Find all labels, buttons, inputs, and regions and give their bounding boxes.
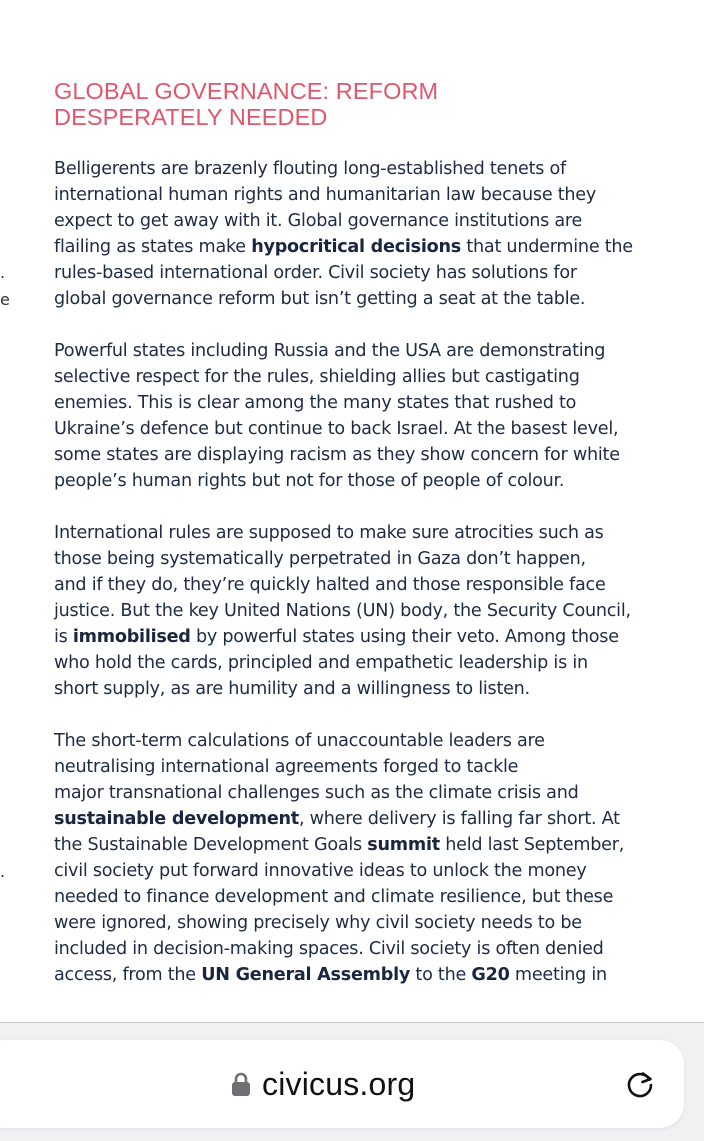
text-run: by powerful states using their veto. Among those: [190, 627, 619, 647]
text-line: [54, 156, 694, 182]
text-run: selective respect for the rules, shielding allies but castigating: [54, 367, 580, 387]
text-run: and if they do, they’re quickly halted and those responsible face: [54, 575, 606, 595]
text-line: [54, 910, 694, 936]
text-run: rules-based international order. Civil society has solutions for: [54, 263, 577, 283]
text-line: [54, 728, 694, 754]
text-run: those being systematically perpetrated in Gaza don’t happen,: [54, 549, 586, 569]
text-run: Ukraine’s defence but continue to back Israel. At the basest level,: [54, 419, 619, 439]
text-line: [54, 286, 694, 312]
edge-fragment: .: [0, 862, 6, 881]
text-line: [54, 624, 694, 650]
text-line: [54, 546, 694, 572]
text-line: [54, 416, 694, 442]
text-run: neutralising international agreements forged to tackle: [54, 757, 519, 777]
bold-link-text[interactable]: summit: [367, 835, 440, 855]
paragraph: [54, 156, 694, 312]
text-run: expect to get away with it. Global governance institutions are: [54, 211, 583, 231]
bold-link-text[interactable]: G20: [471, 965, 510, 985]
text-run: The short-term calculations of unaccountable leaders are: [54, 731, 545, 751]
heading-line: GLOBAL GOVERNANCE: REFORM: [54, 78, 439, 104]
text-run: the Sustainable Development Goals: [54, 835, 368, 855]
edge-fragment: e: [0, 290, 10, 309]
text-line: [54, 182, 694, 208]
article-body: [54, 156, 694, 988]
text-line: [54, 832, 694, 858]
text-run: is: [54, 627, 73, 647]
text-line: [54, 676, 694, 702]
text-run: access, from the: [54, 965, 202, 985]
address-display[interactable]: [230, 1062, 415, 1106]
bold-link-text[interactable]: sustainable development: [54, 809, 299, 829]
text-run: enemies. This is clear among the many states that rushed to: [54, 393, 577, 413]
text-line: [54, 754, 694, 780]
paragraph: [54, 728, 694, 988]
text-line: [54, 520, 694, 546]
section-heading: [54, 78, 694, 130]
text-run: people’s human rights but not for those of people of colour.: [54, 471, 565, 491]
edge-fragment: .: [0, 263, 6, 282]
text-line: [54, 442, 694, 468]
text-line: [54, 208, 694, 234]
text-run: who hold the cards, principled and empathetic leadership is in: [54, 653, 588, 673]
url-text: civicus.org: [262, 1065, 416, 1102]
paragraph: [54, 338, 694, 494]
text-run: some states are displaying racism as they show concern for white: [54, 445, 620, 465]
text-line: [54, 598, 694, 624]
text-run: civil society put forward innovative ideas to unlock the money: [54, 861, 587, 881]
text-run: included in decision-making spaces. Civil society is often denied: [54, 939, 604, 959]
text-run: flailing as states make: [54, 237, 252, 257]
bold-link-text[interactable]: UN General Assembly: [201, 965, 411, 985]
text-run: International rules are supposed to make sure atrocities such as: [54, 523, 604, 543]
lock-icon: [230, 1071, 252, 1097]
text-run: meeting in: [509, 965, 607, 985]
text-run: to the: [410, 965, 472, 985]
text-line: [54, 780, 694, 806]
text-line: [54, 260, 694, 286]
text-run: global governance reform but isn’t getting a seat at the table.: [54, 289, 586, 309]
text-line: [54, 858, 694, 884]
text-run: justice. But the key United Nations (UN) body, the Security Council,: [54, 601, 631, 621]
text-line: [54, 806, 694, 832]
heading-line: DESPERATELY NEEDED: [54, 104, 328, 130]
article: [54, 78, 694, 1014]
bold-link-text[interactable]: immobilised: [72, 627, 191, 647]
text-line: [54, 364, 694, 390]
text-run: Powerful states including Russia and the USA are demonstrating: [54, 341, 606, 361]
bold-link-text[interactable]: hypocritical decisions: [251, 237, 462, 257]
text-line: [54, 468, 694, 494]
text-line: [54, 234, 694, 260]
text-run: , where delivery is falling far short. At: [298, 809, 620, 829]
text-line: [54, 650, 694, 676]
paragraph: [54, 520, 694, 702]
text-run: were ignored, showing precisely why civil society needs to be: [54, 913, 582, 933]
text-run: major transnational challenges such as the climate crisis and: [54, 783, 579, 803]
text-line: [54, 572, 694, 598]
text-line: [54, 936, 694, 962]
text-run: international human rights and humanitarian law because they: [54, 185, 597, 205]
text-run: held last September,: [439, 835, 625, 855]
text-run: short supply, as are humility and a willingness to listen.: [54, 679, 530, 699]
text-run: needed to finance development and climate resilience, but these: [54, 887, 614, 907]
text-line: [54, 390, 694, 416]
reload-icon[interactable]: [622, 1066, 658, 1102]
text-line: [54, 962, 694, 988]
text-line: [54, 338, 694, 364]
text-run: Belligerents are brazenly flouting long-established tenets of: [54, 159, 566, 179]
text-line: [54, 884, 694, 910]
text-run: that undermine the: [461, 237, 633, 257]
